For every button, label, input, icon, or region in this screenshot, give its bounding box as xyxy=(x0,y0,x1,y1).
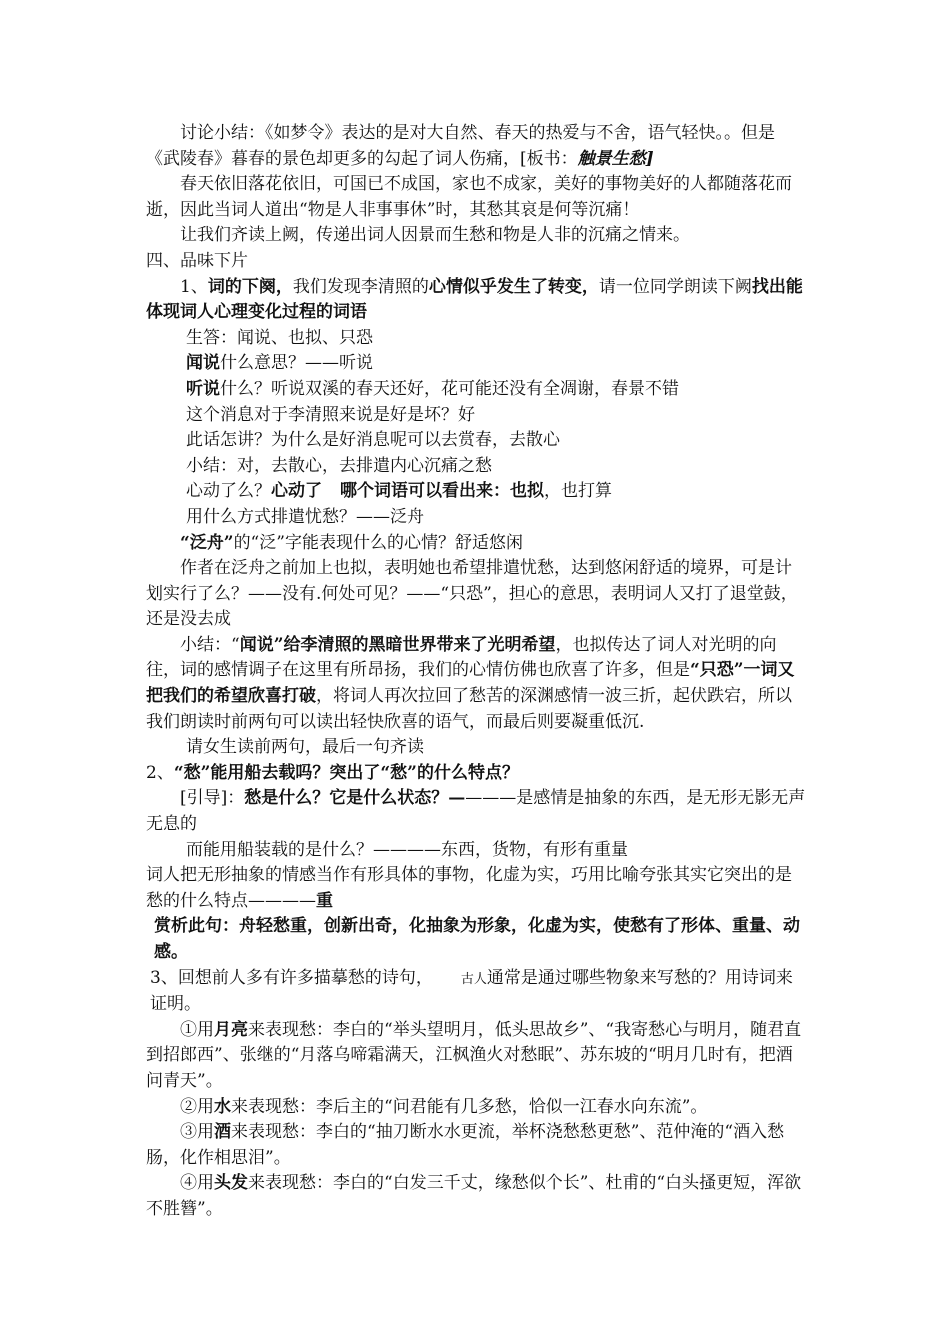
text: 什么意思？——听说 xyxy=(220,353,373,374)
line-summary-2: 小结：对，去散心，去排遣内心沉痛之愁 xyxy=(186,455,492,476)
emphasis: 找出能体现词人心理变化过程的词语 xyxy=(146,276,803,323)
emphasis: “泛舟” xyxy=(180,532,234,553)
line-news: 这个消息对于李清照来说是好是坏？好 xyxy=(186,404,475,425)
emphasis: 心情似乎发生了转变， xyxy=(428,276,599,297)
emphasis: 词的下阕， xyxy=(207,276,293,297)
emphasis: 听说 xyxy=(186,378,220,399)
example-moon xyxy=(146,1018,808,1095)
emphasis: “只恐”一词又把我们的希望欣喜打破 xyxy=(146,660,795,707)
emphasis: 闻说”给李清照的黑暗世界带来了光明希望 xyxy=(239,634,556,655)
document-body xyxy=(146,121,808,1223)
text: ①用 xyxy=(180,1019,214,1040)
emphasis: 月亮 xyxy=(214,1019,248,1040)
text: ，将词人再次拉回了愁苦的深渊感情一波三折，起伏跌宕，所以我们朗读时前两句可以读出轻快欣喜的语气，而最后则要凝重低沉. xyxy=(146,686,792,732)
text: 来表现愁：李白的“举头望明月，低头思故乡”、“我寄愁心与明月，随君直到招郎西”、张继的“月落乌啼霜满天，江枫渔火对愁眠”、苏东坡的“明月几时有，把酒问青天”。 xyxy=(146,1019,802,1091)
student-answer: 生答：闻说、也拟、只恐 xyxy=(186,327,373,348)
text: ———是感情是抽象的东西，是无形无影无声无息的 xyxy=(146,788,806,835)
paragraph-summary-3 xyxy=(146,633,808,735)
text: [引导]： xyxy=(180,788,245,809)
text: 3、回想前人多有许多描摹愁的诗句， xyxy=(150,967,433,988)
question-1 xyxy=(146,275,808,326)
text: 来表现愁：李白的“抽刀断水水更流，举杯浇愁愁更愁”、范仲淹的“酒入愁肠，化作相思泪”。 xyxy=(146,1122,785,1168)
text: 来表现愁：李白的“白发三千丈，缘愁似个长”、杜甫的“白头搔更短，浑欲不胜簪”。 xyxy=(146,1173,802,1219)
emphasis: “愁”能用船去载吗？突出了“愁”的什么特点？ xyxy=(173,762,519,783)
line-tingshuo xyxy=(146,377,808,403)
line-method: 用什么方式排遣忧愁？——泛舟 xyxy=(186,506,424,527)
paragraph-appreciation: 赏析此句：舟轻愁重，创新出奇，化抽象为形象，化虚为实，使愁有了形体、重量、动感。 xyxy=(154,916,800,962)
example-water xyxy=(146,1095,808,1121)
text: ④用 xyxy=(180,1173,214,1194)
line-ship: 而能用船装载的是什么？————东西，货物，有形有重量 xyxy=(186,839,628,860)
text: ，也拟传达了词人对光明的向往，词的感情调子在这里有所昂扬，我们的心情仿佛也欣喜了许多，但是 xyxy=(146,634,777,681)
text: 通常是通过哪些物象来写愁的？用诗词来证明。 xyxy=(150,967,793,1015)
line-heart xyxy=(146,479,808,505)
text: 心动了么？ xyxy=(186,481,271,502)
emphasis: 重 xyxy=(316,890,333,911)
text: 我们发现李清照的 xyxy=(292,276,429,297)
text-small: 古人 xyxy=(460,971,487,987)
section-heading-4: 四、品味下片 xyxy=(146,250,248,271)
question-3 xyxy=(146,966,808,1018)
text: 词人把无形抽象的情感当作有形具体的事物，化虚为实，巧用比喻夸张其实它突出的是愁的什么特点———— xyxy=(146,865,792,911)
text: 的“泛”字能表现什么的心情？舒适悠闲 xyxy=(233,532,523,553)
text: 1、 xyxy=(180,276,208,297)
paragraph-author: 作者在泛舟之前加上也拟，表明她也希望排遣忧愁，达到悠闲舒适的境界，可是计划实行了么？——没有.何处可见？——“只恐”，担心的意思，表明词人又打了退堂鼓，还是没去成 xyxy=(146,558,798,630)
emphasis: 愁是什么？它是什么状态？— xyxy=(244,788,466,809)
text: 讨论小结：《如梦令》表达的是对大自然、春天的热爱与不舍，语气轻快。。但是《武陵春》暮春的景色却更多的勾起了词人伤痛，[板书： xyxy=(146,123,775,169)
text: 什么？听说双溪的春天还好，花可能还没有全凋谢，春景不错 xyxy=(220,378,679,399)
emphasis: 水 xyxy=(214,1096,231,1117)
paragraph-abstract xyxy=(146,863,808,914)
board-note: 触景生愁] xyxy=(577,148,654,169)
paragraph-guide xyxy=(146,786,808,837)
line-why: 此话怎讲？为什么是好消息呢可以去赏春，去散心 xyxy=(186,430,560,451)
question-2 xyxy=(146,761,808,787)
text: 请一位同学朗读下阙 xyxy=(598,276,752,297)
example-hair xyxy=(146,1171,808,1222)
line-wensuo xyxy=(146,351,808,377)
text: 2、 xyxy=(146,762,174,783)
example-wine xyxy=(146,1120,808,1171)
emphasis: 哪个词语可以看出来：也拟 xyxy=(340,481,544,502)
text: ③用 xyxy=(180,1122,214,1143)
paragraph-read-upper: 让我们齐读上阙，传递出词人因景而生愁和物是人非的沉痛之情来。 xyxy=(180,225,690,246)
paragraph-summary-1 xyxy=(146,121,808,172)
emphasis: 头发 xyxy=(214,1173,248,1194)
emphasis: 心动了 xyxy=(271,481,322,502)
text: ，也打算 xyxy=(544,481,612,502)
text: ②用 xyxy=(180,1096,214,1117)
text: 来表现愁：李后主的“问君能有几多愁，恰似一江春水向东流”。 xyxy=(231,1096,708,1117)
line-fanzhou xyxy=(146,531,808,557)
paragraph-spring: 春天依旧落花依旧，可国已不成国，家也不成家，美好的事物美好的人都随落花而逝，因此当词人道出“物是人非事事休”时，其愁其哀是何等沉痛！ xyxy=(146,174,792,220)
emphasis: 闻说 xyxy=(186,353,220,374)
text: 小结：“ xyxy=(180,634,240,655)
emphasis: 酒 xyxy=(214,1122,231,1143)
line-reading: 请女生读前两句，最后一句齐读 xyxy=(186,737,424,758)
